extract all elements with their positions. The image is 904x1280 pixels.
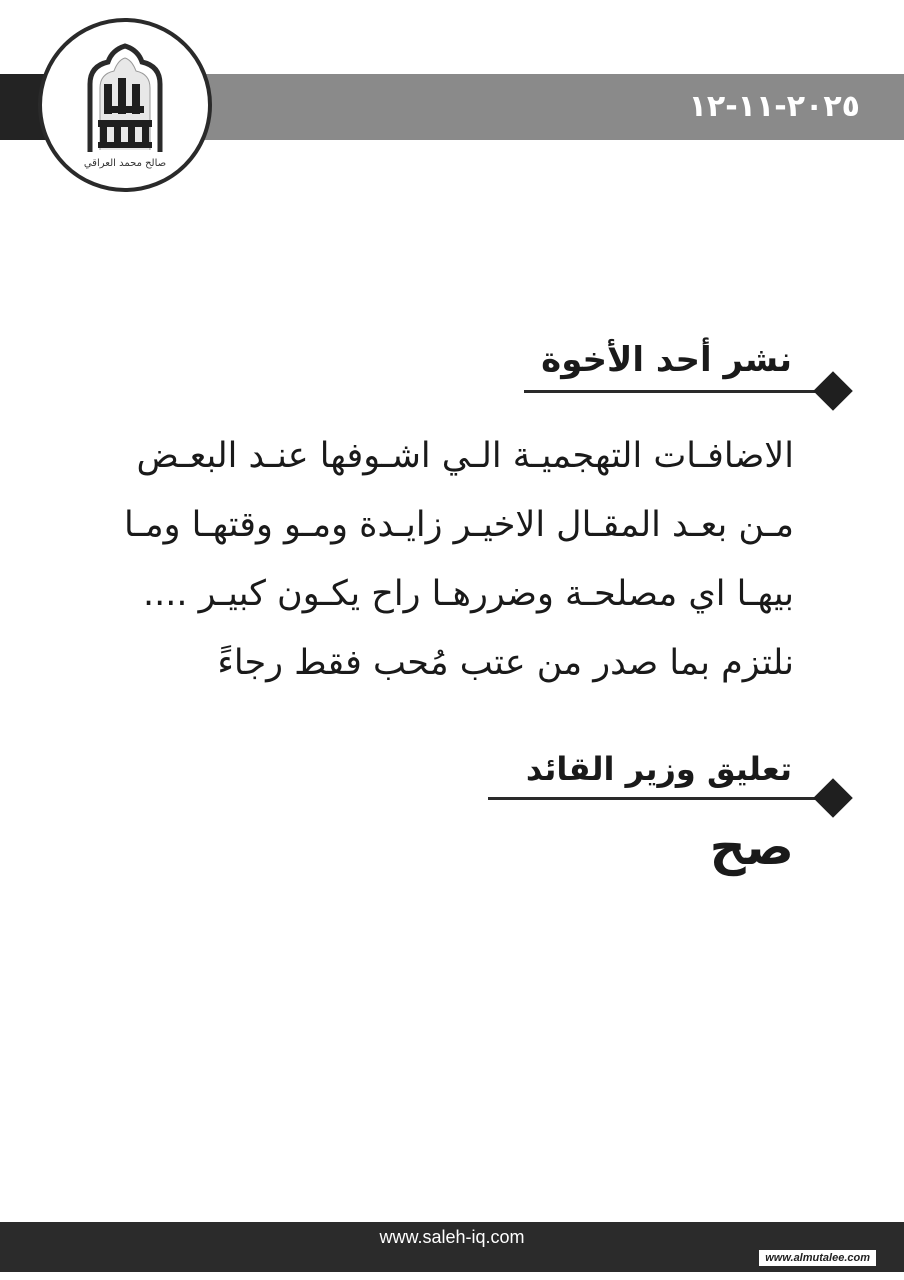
- reply-heading-underline: [488, 797, 834, 800]
- reply-heading: تعليق وزير القائد: [525, 750, 792, 788]
- reply-heading-diamond-icon: [813, 778, 853, 818]
- logo: [38, 18, 212, 192]
- post-line: مـن بعـد المقـال الاخيـر زايـدة ومـو وقتهـا ومـا: [123, 505, 794, 545]
- post-heading-underline: [524, 390, 834, 393]
- post-line: بيهـا اي مصلحـة وضررهـا راح يكـون كبيـر ....: [142, 574, 794, 614]
- reply-text: صح: [709, 818, 794, 876]
- post-heading-diamond-icon: [813, 371, 853, 411]
- post-body: [74, 422, 794, 698]
- logo-caption: صالح محمد العراقي: [83, 158, 167, 169]
- watermark: www.almutalee.com: [759, 1250, 876, 1266]
- post-line: نلتزم بما صدر من عتب مُحب فقط رجاءً: [217, 643, 794, 683]
- post-heading: نشر أحد الأخوة: [541, 340, 792, 380]
- date-label: ٢٠٢٥-١١-١٢: [688, 89, 860, 124]
- footer-url: www.saleh-iq.com: [379, 1227, 525, 1247]
- post-line: الاضافـات التهجميـة الـي اشـوفها عنـد البعـض: [136, 436, 794, 476]
